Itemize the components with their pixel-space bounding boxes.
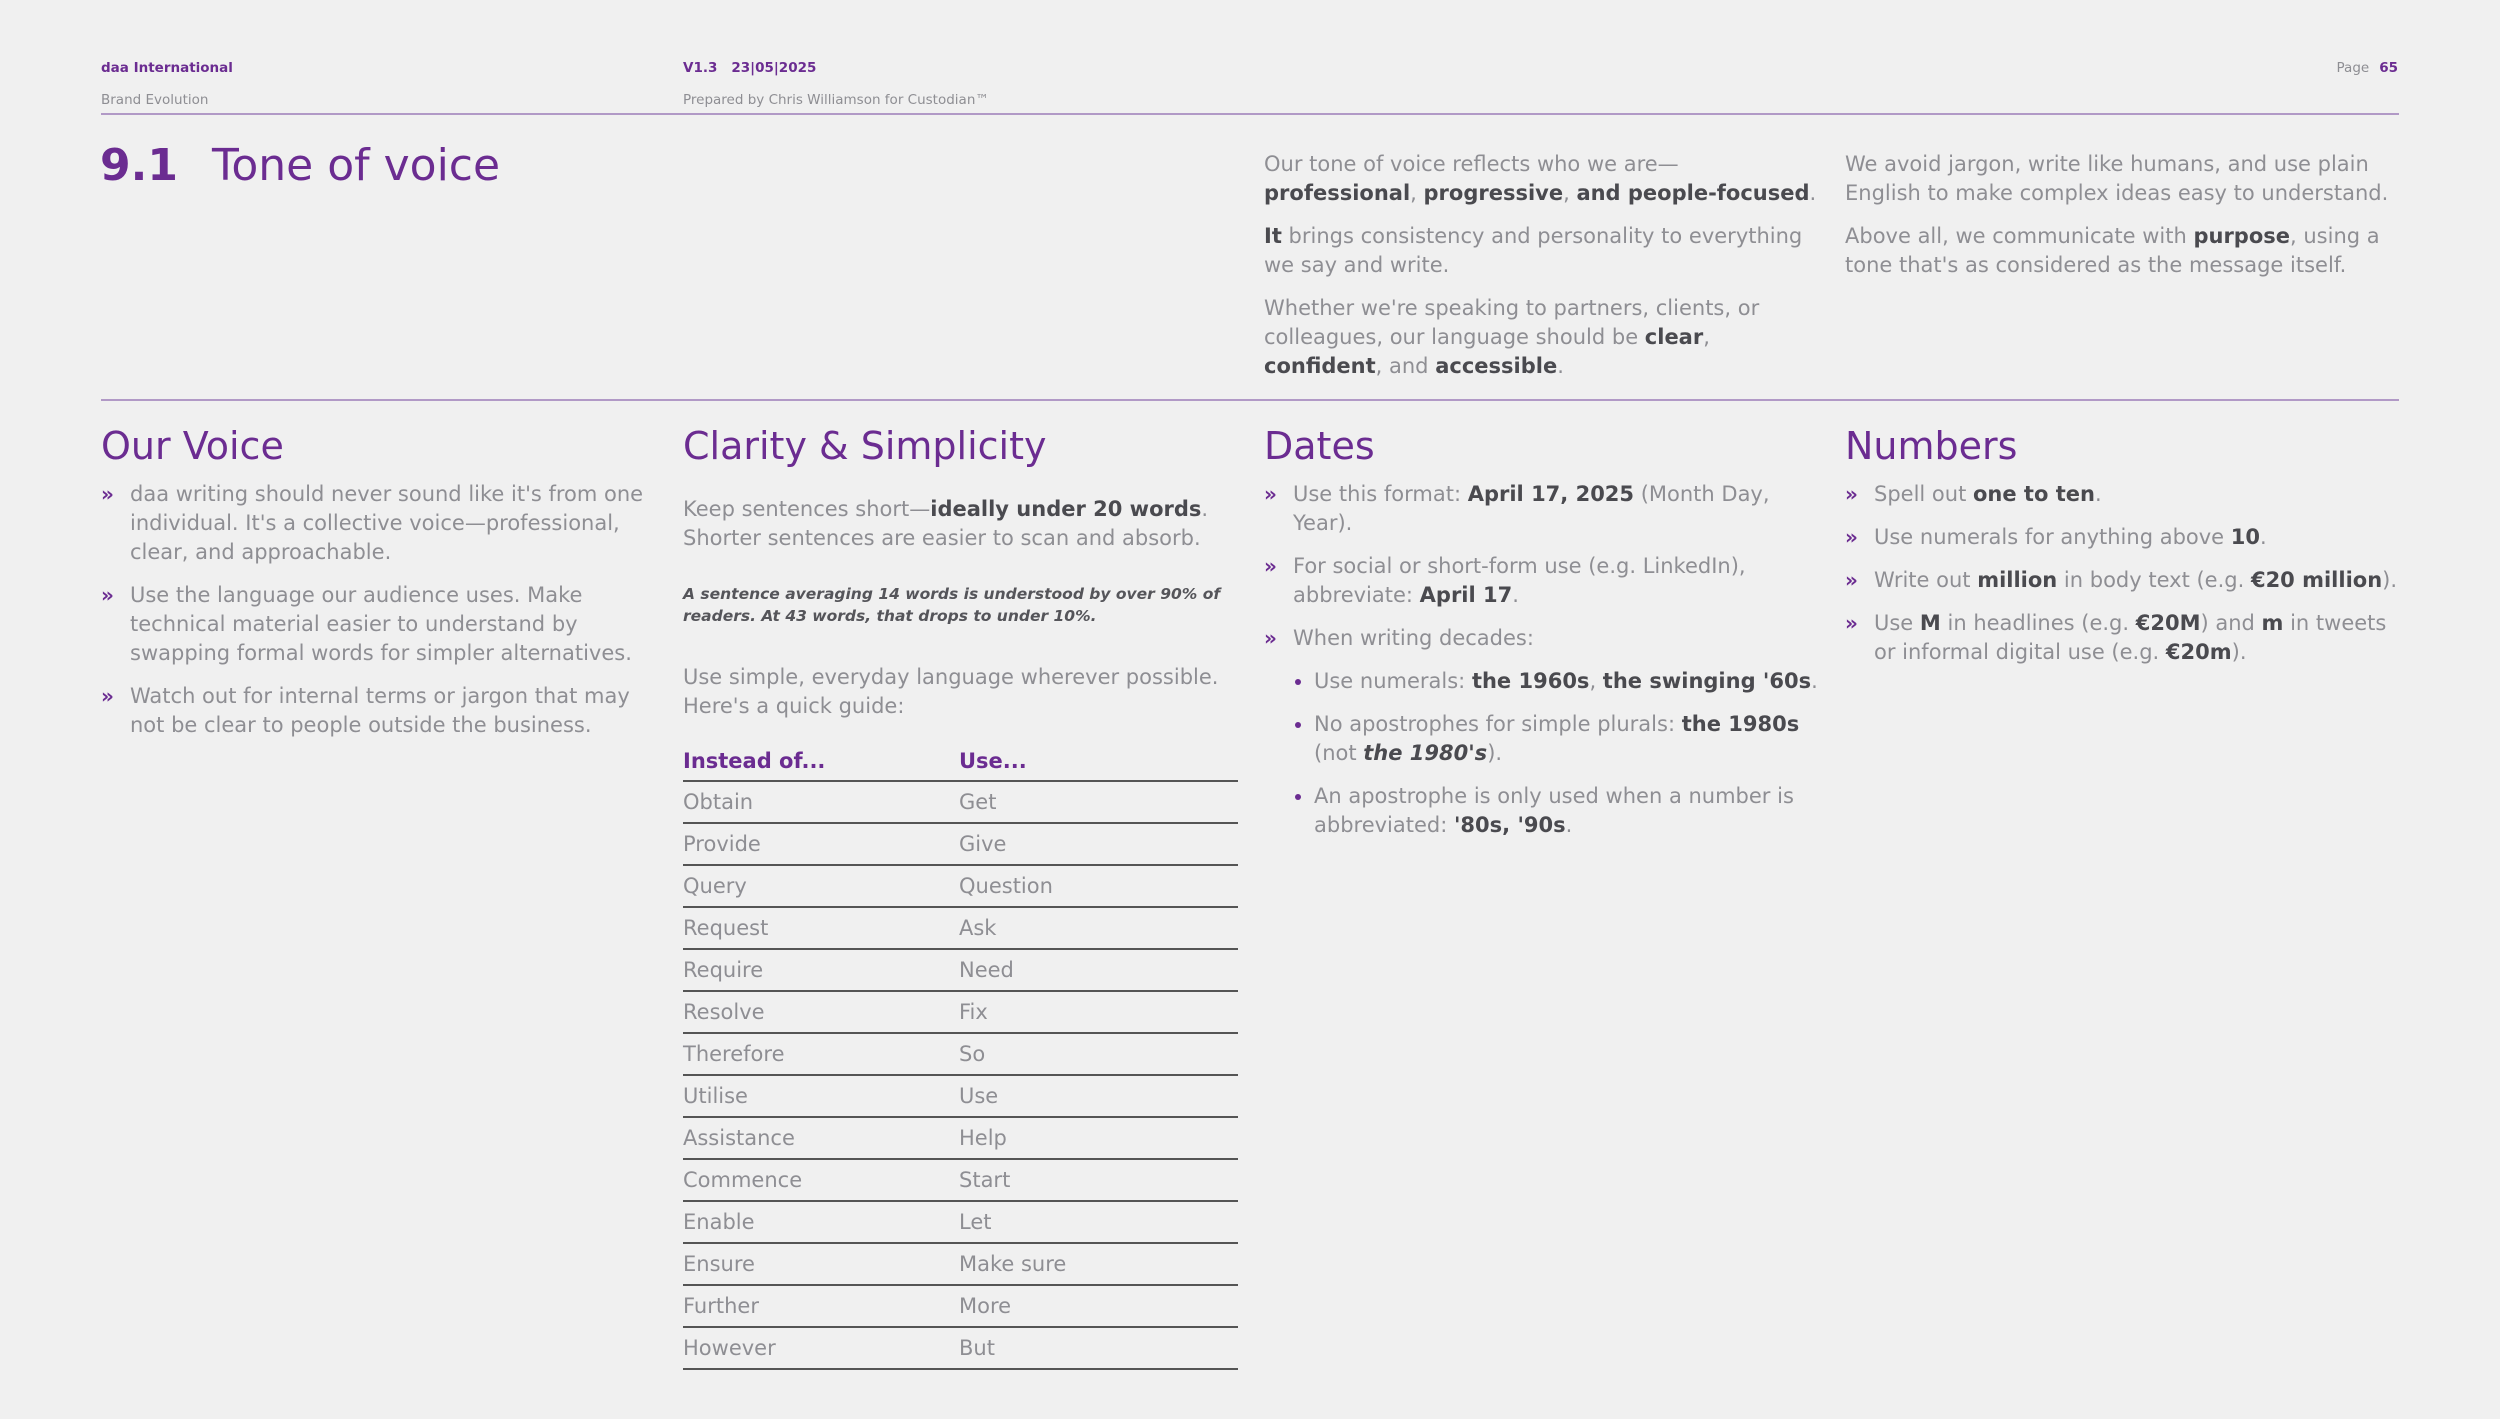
table-row: Enable Let [683, 1201, 1238, 1243]
prepared-by: Prepared by Chris Williamson for Custodian™ [683, 92, 989, 108]
table-row: Resolve Fix [683, 991, 1238, 1033]
intro-column-a [1264, 150, 1824, 395]
table-row: Commence Start [683, 1159, 1238, 1201]
section-heading: Dates [1264, 424, 1375, 468]
clarity-section [683, 422, 1243, 1370]
table-row: Further More [683, 1285, 1238, 1327]
table-header-row [683, 745, 1238, 781]
intro-paragraph: Above all, we communicate with purpose, using a tone that's as considered as the message itself. [1845, 224, 2380, 277]
table-row: Obtain Get [683, 781, 1238, 823]
company-name: daa International [101, 60, 233, 76]
intro-paragraph: It brings consistency and personality to everything we say and write. [1264, 224, 1803, 277]
section-title: Tone of voice [211, 140, 501, 191]
readability-note: A sentence averaging 14 words is understood by over 90% of readers. At 43 words, that drops to under 10%. [683, 585, 1221, 625]
dot-icon [1295, 679, 1301, 685]
column-header-use: Use... [959, 745, 1238, 781]
section-number: 9.1 [100, 140, 178, 191]
list-item: » daa writing should never sound like it's from one individual. It's a collective voice—professional, clear, and approachable. [101, 482, 644, 564]
table-row: Therefore So [683, 1033, 1238, 1075]
sub-list-item: Use numerals: the 1960s, the swinging '60s. [1293, 667, 1824, 696]
list-item: » Use M in headlines (e.g. €20M) and m in tweets or informal digital use (e.g. €20m). [1845, 611, 2387, 664]
chevron-double-right-icon: » [1845, 482, 1858, 506]
version-label: V1.3 [683, 60, 718, 76]
guide-intro: Use simple, everyday language wherever possible. Here's a quick guide: [683, 665, 1219, 718]
list-item: » Write out million in body text (e.g. €20 million). [1845, 566, 2405, 595]
table-row: Utilise Use [683, 1075, 1238, 1117]
header-divider [101, 113, 2399, 115]
list-item: » Use numerals for anything above 10. [1845, 523, 2405, 552]
intro-column-b [1845, 150, 2405, 294]
table-row: Query Question [683, 865, 1238, 907]
table-row: Assistance Help [683, 1117, 1238, 1159]
chevron-double-right-icon: » [1264, 482, 1277, 506]
list-item: » For social or short-form use (e.g. LinkedIn), abbreviate: April 17. [1264, 554, 1746, 607]
section-divider [101, 399, 2399, 401]
document-subtitle: Brand Evolution [101, 92, 209, 108]
table-row: Ensure Make sure [683, 1243, 1238, 1285]
chevron-double-right-icon: » [101, 583, 114, 607]
sub-list-item: An apostrophe is only used when a number is abbreviated: '80s, '90s. [1293, 782, 1824, 840]
dot-icon [1295, 722, 1301, 728]
list-item: » When writing decades: Use numerals: the 1960s, the swinging '60s. No apostrophes for simple plurals: the 1980s (not the 1980's). An apostrophe is only used when a number is abbreviated: '80s, '90s. [1264, 624, 1824, 840]
sub-list-item: No apostrophes for simple plurals: the 1980s (not the 1980's). [1293, 710, 1824, 768]
date-label: 23|05|2025 [731, 60, 817, 76]
list-item: » Watch out for internal terms or jargon that may not be clear to people outside the business. [101, 684, 630, 737]
list-item: » Spell out one to ten. [1845, 480, 2405, 509]
page-label: Page [2336, 60, 2370, 76]
chevron-double-right-icon: » [1264, 554, 1277, 578]
header-middle [683, 58, 989, 110]
lead-paragraph: Keep sentences short—ideally under 20 words. Shorter sentences are easier to scan and absorb. [683, 497, 1209, 550]
intro-paragraph: Whether we're speaking to partners, clients, or colleagues, our language should be clear, confident, and accessible. [1264, 296, 1760, 378]
page-title [100, 140, 500, 191]
chevron-double-right-icon: » [1845, 568, 1858, 592]
list-item: » Use this format: April 17, 2025 (Month Day, Year). [1264, 482, 1770, 535]
intro-paragraph: Our tone of voice reflects who we are—professional, progressive, and people-focused. [1264, 152, 1817, 205]
column-header-instead: Instead of... [683, 745, 959, 781]
table-row: Require Need [683, 949, 1238, 991]
chevron-double-right-icon: » [1845, 525, 1858, 549]
intro-paragraph: We avoid jargon, write like humans, and use plain English to make complex ideas easy to understand. [1845, 152, 2389, 205]
list-item: » Use the language our audience uses. Make technical material easier to understand by swapping formal words for simpler alternatives. [101, 583, 632, 665]
word-guide-table [683, 745, 1238, 1370]
numbers-section [1845, 422, 2405, 681]
dates-section [1264, 422, 1824, 854]
our-voice-section [101, 422, 661, 754]
chevron-double-right-icon: » [101, 684, 114, 708]
page-number: 65 [2379, 60, 2398, 76]
section-heading: Numbers [1845, 424, 2018, 468]
table-row: Provide Give [683, 823, 1238, 865]
dot-icon [1295, 794, 1301, 800]
chevron-double-right-icon: » [1845, 611, 1858, 635]
header-left [101, 58, 233, 110]
header-right [2337, 58, 2398, 78]
chevron-double-right-icon: » [101, 482, 114, 506]
table-row: Request Ask [683, 907, 1238, 949]
section-heading: Our Voice [101, 424, 284, 468]
section-heading: Clarity & Simplicity [683, 424, 1047, 468]
table-row: However But [683, 1327, 1238, 1369]
chevron-double-right-icon: » [1264, 626, 1277, 650]
